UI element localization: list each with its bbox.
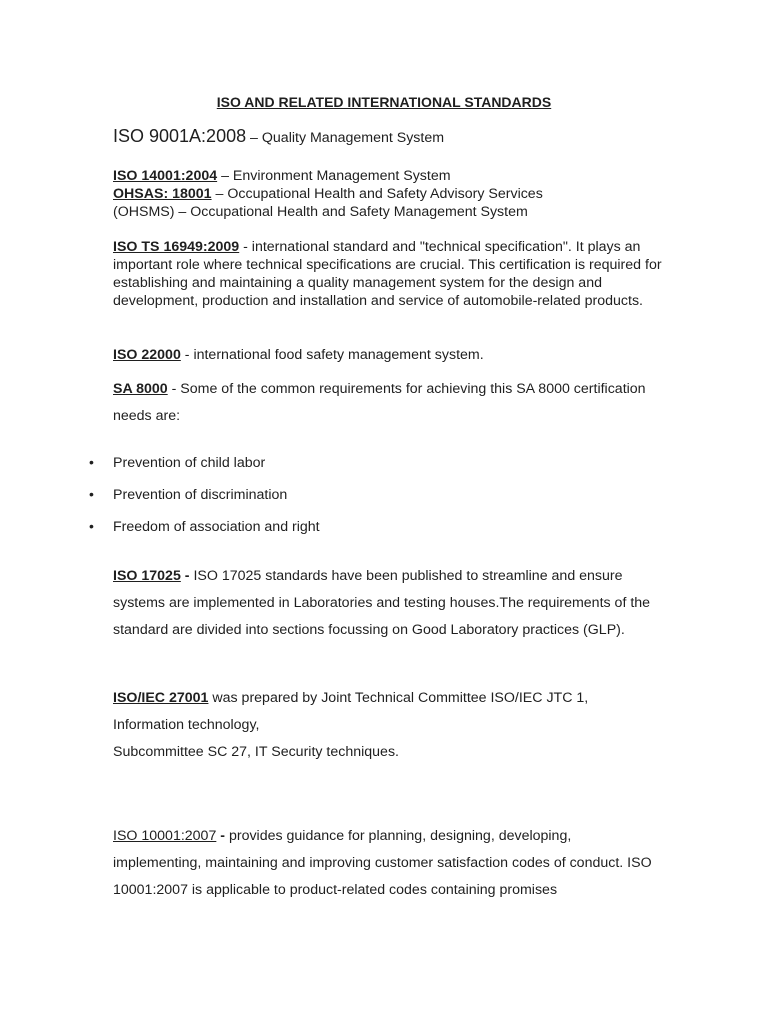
iso9001-desc: – Quality Management System (246, 130, 445, 146)
iso22000-desc: - international food safety management system. (180, 347, 484, 363)
bullet-dot: • (89, 454, 94, 470)
document-title: ISO AND RELATED INTERNATIONAL STANDARDS (216, 94, 552, 110)
sa8000-code: SA 8000 (113, 381, 168, 397)
ohsas-code: OHSAS: 18001 (113, 186, 212, 202)
ohsas-entry (113, 185, 663, 203)
iso14001-desc: – Environment Management System (217, 168, 451, 184)
standards-group (113, 167, 663, 221)
iso17025-code: ISO 17025 (113, 568, 181, 584)
ohsms-entry: (OHSMS) – Occupational Health and Safety Management System (113, 204, 528, 220)
iso14001-entry (113, 167, 663, 185)
bullet-item: Freedom of association and right (113, 519, 320, 535)
iso27001-code: ISO/IEC 27001 (113, 690, 209, 706)
iso17025-desc: ISO 17025 standards have been published to streamline and ensure systems are implemented in Laboratories and testing houses.The requirements of the standard are divided into sections focussing on Good Laboratory practices (GLP). (113, 568, 651, 638)
bullet-item: Prevention of child labor (113, 455, 266, 471)
isots-code: ISO TS 16949:2009 (113, 239, 240, 255)
iso10001-code: ISO 10001:2007 (113, 828, 217, 844)
iso17025-entry (113, 563, 663, 644)
iso10001-desc: provides guidance for planning, designing, developing, implementing, maintaining and improving customer satisfaction codes of conduct. ISO 10001:2007 is applicable to product-related codes containing promises (113, 828, 652, 898)
bullet-dot: • (89, 518, 94, 534)
iso27001-desc: was prepared by Joint Technical Committee ISO/IEC JTC 1, Information technology, (113, 690, 589, 733)
bullet-dot: • (89, 486, 94, 502)
iso22000-entry (113, 346, 663, 364)
iso27001-entry (113, 685, 663, 766)
iso14001-code: ISO 14001:2004 (113, 168, 218, 184)
bullet-item: Prevention of discrimination (113, 487, 288, 503)
iso10001-entry (113, 823, 663, 904)
isots-desc: - international standard and "technical specification". It plays an important role where technical specifications are crucial. This certification is required for establishing and maintaining a quality management system for the design and development, production and installation and service of automobile-related products. (113, 239, 662, 309)
isots-entry (113, 238, 663, 310)
iso9001-entry (113, 127, 663, 147)
iso10001-dash: - (216, 828, 226, 844)
iso9001-code: ISO 9001A:2008 (113, 126, 247, 146)
sa8000-desc: - Some of the common requirements for achieving this SA 8000 certification needs are: (113, 381, 646, 424)
ohsas-desc: – Occupational Health and Safety Advisory Services (211, 186, 543, 202)
sa8000-entry (113, 376, 663, 430)
iso27001-line2: Subcommittee SC 27, IT Security techniques. (113, 744, 399, 760)
iso17025-dash: - (180, 568, 190, 584)
iso22000-code: ISO 22000 (113, 347, 181, 363)
